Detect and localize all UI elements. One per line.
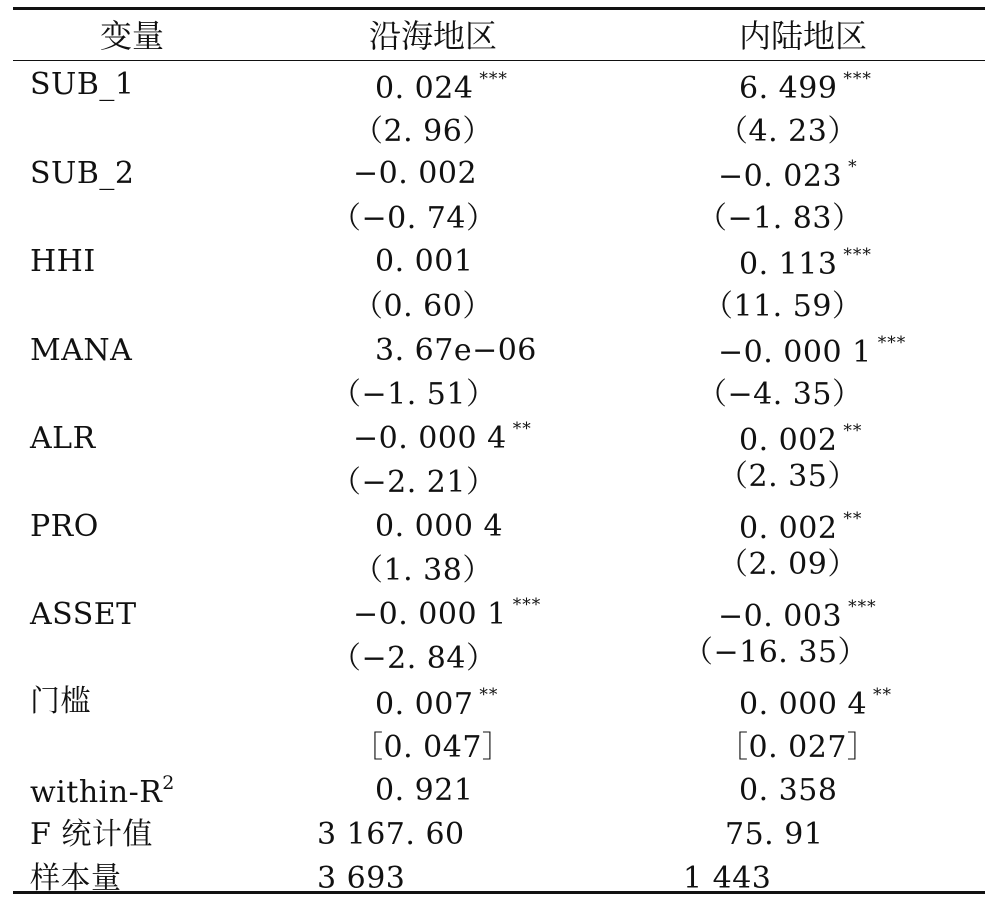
coastal-coefficient [375,335,543,371]
coefficient-value: 0. 000 4 [375,509,504,544]
inland-t-stat: （11. 59） [703,289,863,324]
significance-stars: ** [843,509,863,529]
inland-t-stat: ［0. 027］ [718,730,878,765]
coastal-t-stat: （−1. 51） [331,377,497,412]
coefficient-value: 0. 002 [739,423,838,458]
header-coastal: 沿海地区 [369,17,498,55]
coastal-coefficient [375,69,508,109]
coastal-t-stat: （1. 38） [353,553,493,588]
inland-sample: 1 443 [683,861,772,896]
inland-coefficient [718,597,877,637]
coastal-sample: 3 693 [317,861,406,896]
within-r2-superscript: 2 [162,772,175,794]
coefficient-value: 3. 67e−06 [375,333,537,368]
significance-stars: ** [843,421,863,441]
inland-t-stat: （−16. 35） [683,635,869,670]
row-variable-sample: 样本量 [30,861,122,896]
inland-t-stat: （2. 35） [718,459,858,494]
row-variable: HHI [30,244,96,279]
inland-coefficient [739,245,872,285]
inland-t-stat: （2. 09） [718,547,858,582]
coefficient-value: 6. 499 [739,71,838,106]
inland-f-stat: 75. 91 [725,817,824,852]
significance-stars: *** [848,597,877,617]
significance-stars: ** [512,419,532,439]
row-variable: ASSET [30,597,137,632]
coefficient-value: 0. 113 [739,247,838,282]
significance-stars: *** [843,245,872,265]
coefficient-value: 0. 000 4 [739,687,868,722]
inland-coefficient [718,333,907,373]
row-variable-within-r2 [30,772,175,812]
regression-table [13,7,985,894]
coefficient-value: 0. 024 [375,71,474,106]
coastal-t-stat: （−2. 21） [331,465,497,500]
header-row [13,10,985,60]
significance-stars: * [848,157,858,177]
header-variable: 变量 [100,17,165,55]
inland-coefficient [739,685,893,725]
inland-t-stat: （−1. 83） [697,201,863,236]
inland-coefficient [739,421,863,461]
row-variable: 门槛 [30,684,91,719]
significance-stars: *** [843,69,872,89]
bottom-rule [13,891,985,894]
coastal-coefficient [375,511,509,547]
inland-coefficient [739,509,863,549]
coastal-coefficient [375,246,479,282]
coefficient-value: 0. 002 [739,511,838,546]
coefficient-value: −0. 000 1 [718,335,872,370]
significance-stars: ** [479,685,499,705]
coastal-coefficient [353,419,532,459]
significance-stars: *** [479,69,508,89]
header-inland: 内陆地区 [739,17,868,55]
coefficient-value: −0. 000 1 [353,597,507,632]
row-variable-f-stat: F 统计值 [30,817,153,852]
coastal-coefficient [353,595,542,635]
coastal-t-stat: （0. 60） [353,289,493,324]
coastal-coefficient [353,158,483,194]
coastal-t-stat: （−0. 74） [331,201,497,236]
coefficient-value: 0. 007 [375,687,474,722]
coefficient-value: −0. 000 4 [353,421,507,456]
coefficient-value: 0. 001 [375,244,474,279]
inland-t-stat: （−4. 35） [697,377,863,412]
significance-stars: ** [873,685,893,705]
row-variable: SUB_1 [30,67,135,102]
row-variable: SUB_2 [30,156,135,191]
row-variable: ALR [30,421,96,456]
coefficient-value: −0. 003 [718,599,843,634]
inland-coefficient [739,69,872,109]
coastal-f-stat: 3 167. 60 [317,817,465,852]
coastal-coefficient [375,685,499,725]
row-variable: MANA [30,333,133,368]
coefficient-value: −0. 002 [353,156,478,191]
table-body [13,61,985,896]
significance-stars: *** [512,595,542,615]
coastal-t-stat: ［0. 047］ [353,730,513,765]
inland-within-r2: 0. 358 [739,773,838,808]
coastal-t-stat: （−2. 84） [331,641,497,676]
inland-coefficient [718,157,858,197]
row-variable: PRO [30,509,99,544]
coastal-within-r2: 0. 921 [375,773,474,808]
within-r2-label: within-R [30,775,163,810]
coefficient-value: −0. 023 [718,159,843,194]
significance-stars: *** [877,333,907,353]
coastal-t-stat: （2. 96） [353,114,493,149]
inland-t-stat: （4. 23） [718,114,858,149]
